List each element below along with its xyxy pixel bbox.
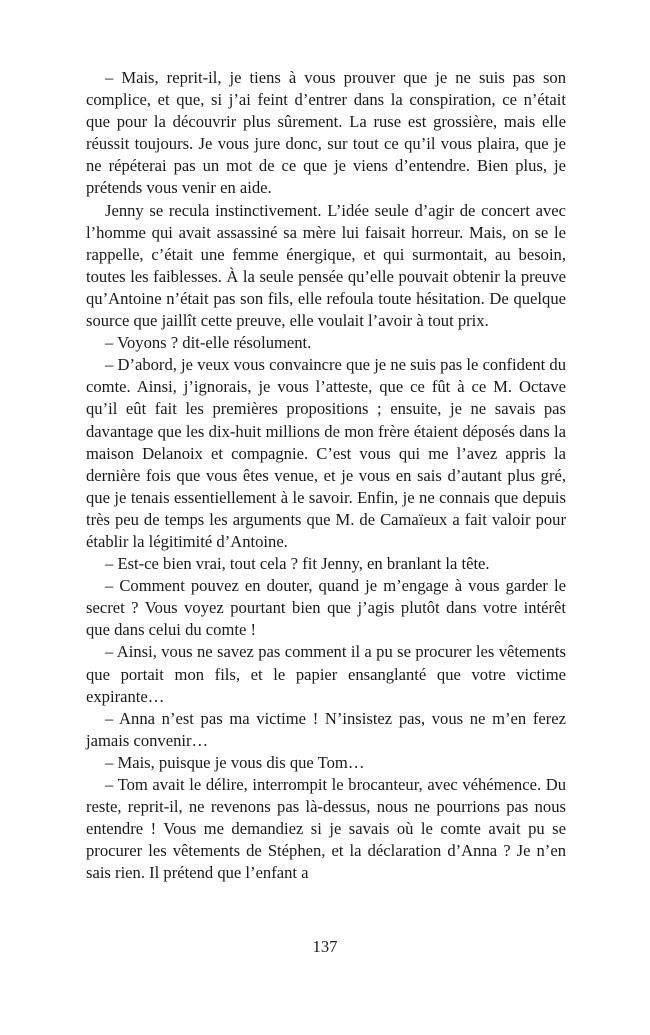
paragraph: Jenny se recula instinctivement. L’idée seule d’agir de concert avec l’homme qui avait assassiné sa mère lui faisait horreur. Mais, on se le rappelle, c’était une femme énergique, et qui surmontait, au besoin, toutes les faiblesses. À la seule pensée qu’elle pouvait obtenir la preuve qu’Antoine n’était pas son fils, elle refoula toute hésitation. De quelque source que jaillît cette preuve, elle voulait l’avoir à tout prix. — [86, 200, 566, 331]
paragraph: – Mais, puisque je vous dis que Tom… — [105, 752, 365, 772]
page-number: 137 — [312, 937, 338, 956]
paragraph: – Anna n’est pas ma victime ! N’insistez pas, vous ne m’en ferez jamais convenir… — [86, 708, 566, 750]
body-text — [86, 67, 566, 884]
paragraph: – Est-ce bien vrai, tout cela ? fit Jenny, en branlant la tête. — [105, 554, 490, 574]
paragraph: – Mais, reprit-il, je tiens à vous prouver que je ne suis pas son complice, et que, si j’ai feint d’entrer dans la conspiration, ce n’était que pour la découvrir plus sûrement. La ruse est grossière, mais elle réussit toujours. Je vous jure donc, sur tout ce qu’il vous plaira, que je ne répéterai pas un mot de ce que je viens d’entendre. Bien plus, je prétends vous venir en aide. — [86, 68, 566, 198]
paragraph: – Tom avait le délire, interrompit le brocanteur, avec véhémence. Du reste, reprit-il, ne revenons pas là-dessus, nous ne pourrions pas nous entendre ! Vous me demandiez si je savais où le comte avait pu se procurer les vêtements de Stéphen, et la déclaration d’Anna ? Je n’en sais rien. Il prétend que l’enfant a — [86, 775, 566, 883]
paragraph: – Comment pouvez en douter, quand je m’engage à vous garder le secret ? Vous voyez pourtant bien que j’agis plutôt dans votre intérêt que dans celui du comte ! — [86, 576, 566, 640]
paragraph: – Ainsi, vous ne savez pas comment il a pu se procurer les vêtements que portait mon fils, et le papier ensanglanté que votre victime expirante… — [86, 642, 566, 706]
paragraph: – Voyons ? dit-elle résolument. — [105, 333, 312, 353]
paragraph: – D’abord, je veux vous convaincre que je ne suis pas le confident du comte. Ainsi, j’ignorais, je vous l’atteste, que ce fût à ce M. Octave qu’il eût fait les premières propositions ; ensuite, je ne savais pas davantage que les dix-huit millions de mon frère étaient déposés dans la maison Delanoix et compagnie. C’est vous qui me l’avez appris la dernière fois que vous êtes venue, et je vous en sais d’autant plus gré, que je tenais essentiellement à le savoir. Enfin, je ne connais que depuis très peu de temps les arguments que M. de Camaïeux a fait valoir pour établir la légitimité d’Antoine. — [86, 355, 566, 551]
